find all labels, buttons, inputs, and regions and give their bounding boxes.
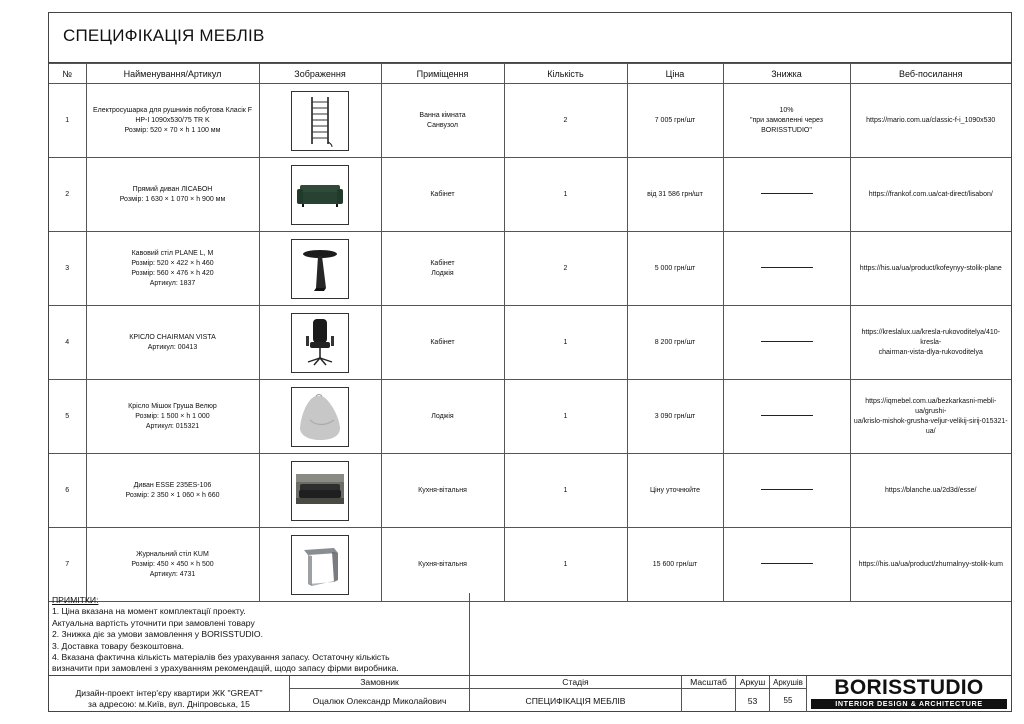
item-image-cell — [259, 158, 381, 232]
table-row — [49, 232, 1011, 306]
item-image-cell — [259, 454, 381, 528]
price-cell: 15 600 грн/шт — [627, 528, 723, 602]
item-image-cell — [259, 380, 381, 454]
specification-sheet — [48, 12, 1012, 712]
empty-dash — [761, 267, 813, 268]
studio-logo — [806, 676, 1011, 712]
client-label: Замовник — [290, 677, 469, 689]
empty-dash — [761, 489, 813, 490]
web-link-line: https://iqmebel.com.ua/bezkarkasni-mebli-ua/grushi- — [865, 397, 997, 415]
web-link-cell[interactable] — [850, 232, 1011, 306]
web-link-line: https://mario.com.ua/classic-f-i_1090x530 — [866, 116, 996, 124]
quantity-cell: 1 — [504, 158, 627, 232]
item-name-line: Журнальний стіл KUM — [136, 550, 209, 558]
item-name-line: Розмір: 520 × 422 × h 460 — [131, 259, 214, 267]
web-link-line: https://frankof.com.ua/cat-direct/lisabon/ — [868, 190, 993, 198]
table-row — [49, 158, 1011, 232]
title-bar — [49, 13, 1011, 63]
note-line: 1. Ціна вказана на момент комплектації проекту. — [52, 606, 246, 617]
item-name-line: Електросушарка для рушників побутова Класік F — [92, 106, 253, 114]
web-link-line: https://his.ua/ua/product/kofeynyy-stolik-plane — [859, 264, 1002, 272]
item-name-cell — [86, 528, 259, 602]
quantity-cell: 2 — [504, 232, 627, 306]
item-name-cell — [86, 232, 259, 306]
item-name-line: Розмір: 1 630 × 1 070 × h 900 мм — [119, 195, 226, 203]
web-link-line: chairman-vista-dlya-rukovoditelya — [878, 348, 983, 356]
item-name-line: Розмір: 560 × 476 × h 420 — [131, 269, 214, 277]
web-link-cell[interactable] — [850, 380, 1011, 454]
price-cell: 5 000 грн/шт — [627, 232, 723, 306]
item-name-line: Артикул: 1837 — [149, 279, 196, 287]
web-link-cell[interactable] — [850, 454, 1011, 528]
note-line: 3. Доставка товару безкоштовна. — [52, 640, 185, 651]
scale-label: Масштаб — [682, 677, 735, 689]
logo-main-text: BORISSTUDIO — [834, 676, 984, 699]
logo-sub-text: INTERIOR DESIGN & ARCHITECTURE — [811, 699, 1007, 709]
scale-cell — [681, 676, 735, 712]
item-name-line: Артикул: 4731 — [149, 570, 196, 578]
item-name-line: Крісло Мішок Груша Велюр — [128, 402, 217, 410]
quantity-cell: 1 — [504, 306, 627, 380]
web-link-cell[interactable] — [850, 306, 1011, 380]
sheet-cell — [735, 676, 769, 712]
price-cell: 3 090 грн/шт — [627, 380, 723, 454]
room-cell — [381, 306, 504, 380]
room-line: Лоджія — [431, 412, 454, 420]
empty-dash — [761, 193, 813, 194]
quantity-cell: 2 — [504, 84, 627, 158]
item-name-line: HP-I 1090х530/75 TR K — [135, 116, 210, 124]
discount-cell — [723, 84, 850, 158]
header-cell: Веб-посилання — [850, 64, 1011, 84]
item-name-cell — [86, 380, 259, 454]
table-row — [49, 380, 1011, 454]
note-line: 4. Вказана фактична кількість матеріалів без урахування запасу. Остаточну кількість — [52, 652, 390, 663]
room-cell — [381, 158, 504, 232]
note-line: Актуальна вартість уточнити при замовлені товару — [52, 617, 255, 628]
table-row — [49, 454, 1011, 528]
stage-cell — [469, 676, 681, 712]
glass-table-image — [291, 535, 349, 595]
discount-cell — [723, 380, 850, 454]
web-link-line: https://kreslalux.ua/kresla-rukovoditelya/410-kresla- — [861, 328, 1000, 346]
row-number-cell: 4 — [49, 306, 86, 380]
note-line: визначити при замовлені з урахуванням рекомендацій, щодо запасу фірми виробника. — [52, 663, 399, 674]
discount-cell — [723, 158, 850, 232]
web-link-cell[interactable] — [850, 84, 1011, 158]
web-link-cell[interactable] — [850, 528, 1011, 602]
item-name-cell — [86, 454, 259, 528]
page-title: СПЕЦИФІКАЦІЯ МЕБЛІВ — [63, 26, 265, 45]
table-row — [49, 306, 1011, 380]
row-number-cell: 6 — [49, 454, 86, 528]
sheet-value: 53 — [747, 695, 758, 706]
item-image-cell — [259, 528, 381, 602]
item-name-line: Розмір: 1 500 × h 1 000 — [135, 412, 210, 420]
table-row — [49, 84, 1011, 158]
sheets-label: Аркушів — [770, 677, 806, 689]
discount-cell — [723, 306, 850, 380]
project-address: за адресою: м.Київ, вул. Дніпровська, 15 — [88, 699, 250, 709]
discount-cell — [723, 454, 850, 528]
discount-cell — [723, 528, 850, 602]
item-name-cell — [86, 306, 259, 380]
room-cell — [381, 232, 504, 306]
header-cell: Зображення — [259, 64, 381, 84]
room-line: Кухня-вітальня — [418, 560, 467, 568]
room-line: Лоджія — [431, 269, 454, 277]
room-cell — [381, 454, 504, 528]
room-line: Кабінет — [430, 338, 455, 346]
item-name-line: КРІСЛО CHAIRMAN VISTA — [129, 333, 216, 341]
room-cell — [381, 528, 504, 602]
table-row — [49, 528, 1011, 602]
price-cell: Ціну уточнюйте — [627, 454, 723, 528]
notes-empty-area — [469, 593, 1011, 681]
item-name-line: Артикул: 015321 — [145, 422, 200, 430]
stage-value: СПЕЦИФІКАЦІЯ МЕБЛІВ — [525, 695, 626, 706]
sofa-esse-image — [291, 461, 349, 521]
spec-table — [49, 63, 1011, 602]
quantity-cell: 1 — [504, 454, 627, 528]
row-number-cell: 2 — [49, 158, 86, 232]
header-cell: № — [49, 64, 86, 84]
discount-line: BORISSTUDIO" — [761, 126, 812, 134]
row-number-cell: 1 — [49, 84, 86, 158]
header-cell: Кількість — [504, 64, 627, 84]
item-name-cell — [86, 158, 259, 232]
room-line: Ванна кімната — [419, 111, 466, 119]
client-cell — [289, 676, 469, 712]
price-cell: 7 005 грн/шт — [627, 84, 723, 158]
room-cell — [381, 84, 504, 158]
empty-dash — [761, 415, 813, 416]
item-image-cell — [259, 232, 381, 306]
price-cell: від 31 586 грн/шт — [627, 158, 723, 232]
header-cell: Найменування/Артикул — [86, 64, 259, 84]
sheets-value: 55 — [783, 696, 793, 705]
row-number-cell: 7 — [49, 528, 86, 602]
web-link-line: ua/krislo-mishok-grusha-veljur-velikij-sirij-015321-ua/ — [853, 417, 1008, 435]
towel-dryer-image — [291, 91, 349, 151]
scale-value — [682, 689, 735, 712]
item-name-cell — [86, 84, 259, 158]
project-info — [49, 676, 289, 712]
room-line: Кухня-вітальня — [418, 486, 467, 494]
empty-dash — [761, 563, 813, 564]
bean-bag-image — [291, 387, 349, 447]
note-line: 2. Знижка діє за умови замовлення у BORISSTUDIO. — [52, 629, 263, 640]
notes-block — [49, 593, 469, 681]
header-cell: Приміщення — [381, 64, 504, 84]
item-name-line: Розмір: 520 × 70 × h 1 100 мм — [124, 126, 221, 134]
project-name: Дизайн-проект інтер'єру квартири ЖК "GREAT" — [75, 688, 263, 698]
quantity-cell: 1 — [504, 528, 627, 602]
sheets-cell — [769, 676, 806, 712]
discount-cell — [723, 232, 850, 306]
web-link-line: https://blanche.ua/2d3d/esse/ — [885, 486, 977, 494]
row-number-cell: 3 — [49, 232, 86, 306]
row-number-cell: 5 — [49, 380, 86, 454]
quantity-cell: 1 — [504, 380, 627, 454]
item-image-cell — [259, 84, 381, 158]
header-cell: Знижка — [723, 64, 850, 84]
item-name-line: Розмір: 450 × 450 × h 500 — [131, 560, 214, 568]
web-link-cell[interactable] — [850, 158, 1011, 232]
table-header-row — [49, 64, 1011, 84]
room-cell — [381, 380, 504, 454]
item-name-line: Прямий диван ЛІСАБОН — [132, 185, 213, 193]
notes-heading: ПРИМІТКИ: — [52, 595, 99, 605]
item-name-line: Диван ESSE 235ES-106 — [133, 481, 212, 489]
room-line: Кабінет — [430, 190, 455, 198]
empty-dash — [761, 341, 813, 342]
item-image-cell — [259, 306, 381, 380]
stage-label: Стадія — [470, 677, 681, 689]
client-value: Оцалюк Олександр Миколайович — [312, 695, 447, 706]
title-block — [49, 675, 1011, 711]
item-name-line: Артикул: 00413 — [147, 343, 198, 351]
room-line: Кабінет — [430, 259, 455, 267]
sofa-image — [291, 165, 349, 225]
coffee-table-image — [291, 239, 349, 299]
item-name-line: Розмір: 2 350 × 1 060 × h 660 — [125, 491, 220, 499]
discount-line: 10% — [779, 106, 794, 114]
sheet-label: Аркуш — [736, 677, 769, 689]
office-chair-image — [291, 313, 349, 373]
item-name-line: Кавовий стіл PLANE L, M — [131, 249, 214, 257]
header-cell: Ціна — [627, 64, 723, 84]
price-cell: 8 200 грн/шт — [627, 306, 723, 380]
web-link-line: https://his.ua/ua/product/zhurnalnyy-stolik-kum — [858, 560, 1003, 568]
room-line: Санвузол — [427, 121, 458, 129]
discount-line: "при замовленні через — [750, 116, 823, 124]
